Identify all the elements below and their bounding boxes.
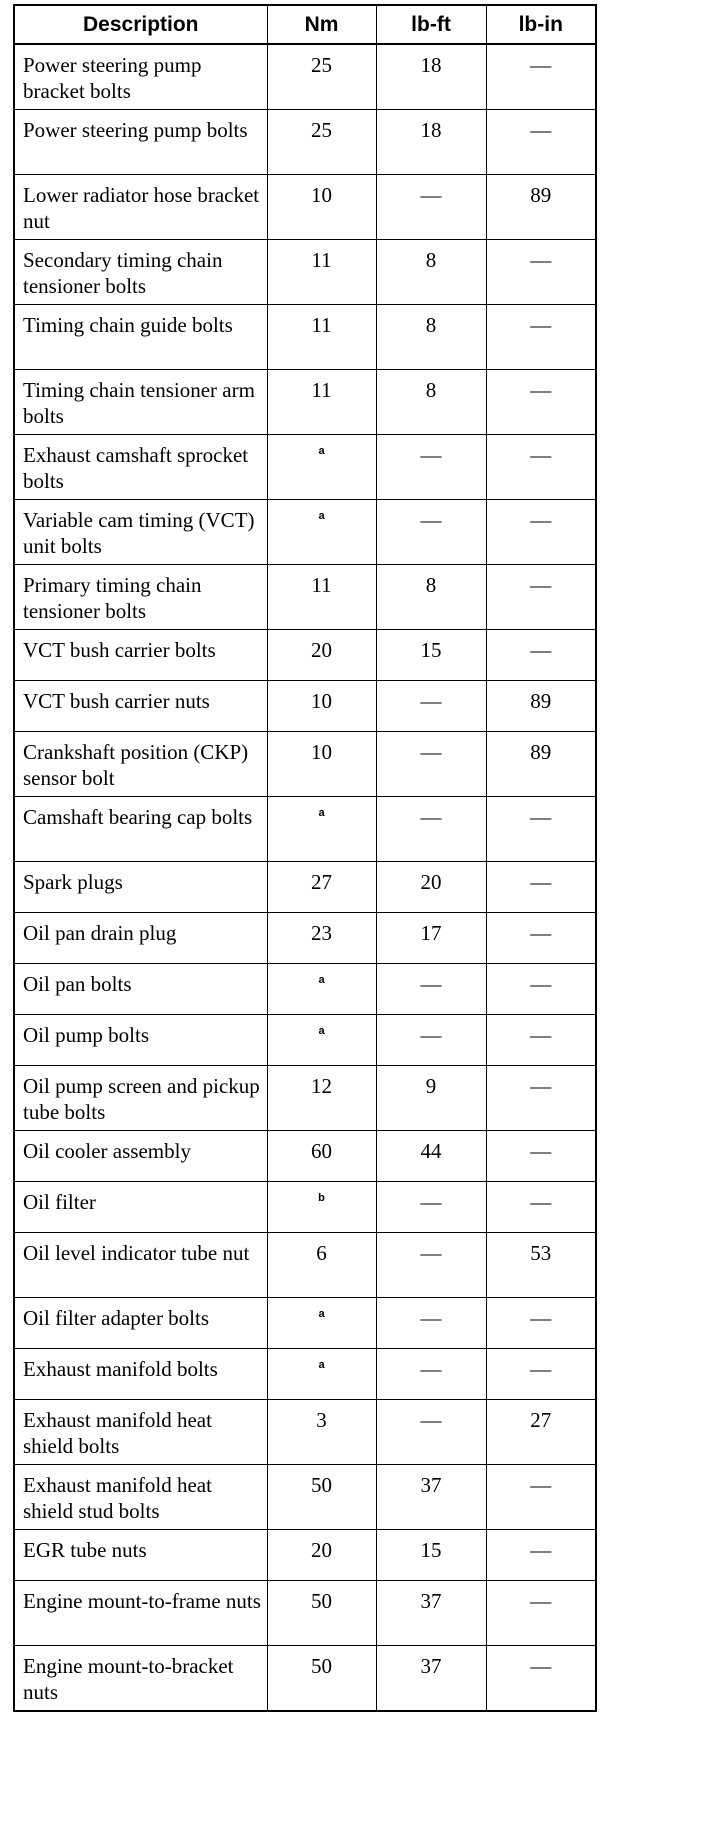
table-row [14, 1298, 596, 1349]
cell-nm: 10 [267, 175, 376, 240]
cell-lb-in: — [486, 862, 596, 913]
cell-nm: 12 [267, 1066, 376, 1131]
cell-nm [267, 797, 376, 862]
cell-description: Oil level indicator tube nut [14, 1233, 267, 1298]
cell-lb-ft: — [376, 1182, 486, 1233]
table-row [14, 1530, 596, 1581]
table-row [14, 240, 596, 305]
table-row [14, 370, 596, 435]
cell-nm: 50 [267, 1581, 376, 1646]
cell-description: Crankshaft position (CKP) sensor bolt [14, 732, 267, 797]
cell-description: Exhaust camshaft sprocket bolts [14, 435, 267, 500]
cell-lb-in: — [486, 1298, 596, 1349]
cell-lb-ft: 9 [376, 1066, 486, 1131]
cell-lb-in: — [486, 1015, 596, 1066]
cell-nm [267, 500, 376, 565]
table-row [14, 1015, 596, 1066]
table-row [14, 500, 596, 565]
cell-nm [267, 964, 376, 1015]
footnote-marker: a [318, 1025, 325, 1037]
cell-description: Engine mount-to-bracket nuts [14, 1646, 267, 1712]
cell-lb-ft: 18 [376, 110, 486, 175]
cell-lb-in: — [486, 913, 596, 964]
cell-description: Oil pump screen and pickup tube bolts [14, 1066, 267, 1131]
table-row [14, 681, 596, 732]
cell-lb-ft: — [376, 1349, 486, 1400]
cell-lb-ft: — [376, 797, 486, 862]
cell-lb-ft: 15 [376, 1530, 486, 1581]
cell-lb-in: 89 [486, 175, 596, 240]
cell-nm: 23 [267, 913, 376, 964]
cell-description: Oil pan bolts [14, 964, 267, 1015]
cell-lb-ft: — [376, 964, 486, 1015]
cell-lb-ft: 37 [376, 1646, 486, 1712]
cell-description: Lower radiator hose bracket nut [14, 175, 267, 240]
cell-lb-in: — [486, 305, 596, 370]
cell-lb-ft: — [376, 681, 486, 732]
cell-lb-ft: — [376, 500, 486, 565]
cell-lb-in: — [486, 964, 596, 1015]
cell-description: Oil pan drain plug [14, 913, 267, 964]
table-header-row [14, 5, 596, 44]
cell-lb-in: 89 [486, 732, 596, 797]
table-row [14, 1581, 596, 1646]
table-row [14, 1182, 596, 1233]
cell-nm [267, 1349, 376, 1400]
cell-lb-ft: 8 [376, 565, 486, 630]
cell-description: Engine mount-to-frame nuts [14, 1581, 267, 1646]
cell-description: Oil filter [14, 1182, 267, 1233]
cell-description: Exhaust manifold bolts [14, 1349, 267, 1400]
cell-lb-in: — [486, 435, 596, 500]
table-row [14, 913, 596, 964]
cell-lb-in: 27 [486, 1400, 596, 1465]
table-row [14, 964, 596, 1015]
cell-lb-ft: 44 [376, 1131, 486, 1182]
cell-lb-ft: 8 [376, 370, 486, 435]
header-nm: Nm [267, 5, 376, 44]
cell-lb-in: — [486, 797, 596, 862]
cell-lb-ft: — [376, 1233, 486, 1298]
cell-nm: 3 [267, 1400, 376, 1465]
table-row [14, 630, 596, 681]
table-row [14, 1131, 596, 1182]
cell-description: Variable cam timing (VCT) unit bolts [14, 500, 267, 565]
footnote-marker: a [318, 1359, 325, 1371]
cell-nm [267, 1015, 376, 1066]
cell-lb-in: — [486, 1530, 596, 1581]
cell-nm: 6 [267, 1233, 376, 1298]
table-body [14, 44, 596, 1711]
header-lb-ft: lb-ft [376, 5, 486, 44]
footnote-marker: a [318, 445, 325, 457]
cell-nm: 20 [267, 630, 376, 681]
cell-description: Oil filter adapter bolts [14, 1298, 267, 1349]
table-row [14, 1465, 596, 1530]
cell-lb-ft: — [376, 175, 486, 240]
cell-lb-ft: 8 [376, 240, 486, 305]
cell-lb-in: — [486, 1581, 596, 1646]
cell-lb-ft: 18 [376, 44, 486, 110]
cell-lb-in: — [486, 1066, 596, 1131]
cell-description: VCT bush carrier bolts [14, 630, 267, 681]
cell-lb-ft: 17 [376, 913, 486, 964]
cell-lb-in: — [486, 370, 596, 435]
cell-lb-ft: — [376, 1400, 486, 1465]
cell-lb-in: — [486, 44, 596, 110]
cell-nm: 11 [267, 370, 376, 435]
cell-lb-in: — [486, 1349, 596, 1400]
table-row [14, 1646, 596, 1712]
cell-description: Timing chain guide bolts [14, 305, 267, 370]
cell-nm: 25 [267, 110, 376, 175]
table-row [14, 565, 596, 630]
cell-nm: 60 [267, 1131, 376, 1182]
footnote-marker: a [318, 807, 325, 819]
cell-nm [267, 435, 376, 500]
table-row [14, 797, 596, 862]
table-row [14, 1349, 596, 1400]
cell-description: Power steering pump bracket bolts [14, 44, 267, 110]
cell-lb-in: — [486, 1465, 596, 1530]
cell-lb-ft: 15 [376, 630, 486, 681]
table-row [14, 1066, 596, 1131]
cell-nm: 20 [267, 1530, 376, 1581]
table-row [14, 305, 596, 370]
cell-lb-ft: — [376, 1298, 486, 1349]
cell-description: Exhaust manifold heat shield stud bolts [14, 1465, 267, 1530]
cell-nm: 10 [267, 732, 376, 797]
cell-lb-ft: 20 [376, 862, 486, 913]
table-row [14, 110, 596, 175]
cell-lb-in: — [486, 565, 596, 630]
cell-nm: 11 [267, 305, 376, 370]
cell-description: Exhaust manifold heat shield bolts [14, 1400, 267, 1465]
cell-nm [267, 1298, 376, 1349]
cell-lb-ft: — [376, 1015, 486, 1066]
table-row [14, 862, 596, 913]
footnote-marker: a [318, 974, 325, 986]
cell-description: VCT bush carrier nuts [14, 681, 267, 732]
header-lb-in: lb-in [486, 5, 596, 44]
cell-nm: 50 [267, 1465, 376, 1530]
cell-description: Spark plugs [14, 862, 267, 913]
table-row [14, 44, 596, 110]
footnote-marker: a [318, 510, 325, 522]
cell-lb-ft: 37 [376, 1465, 486, 1530]
cell-description: Power steering pump bolts [14, 110, 267, 175]
cell-lb-in: — [486, 1646, 596, 1712]
cell-nm: 10 [267, 681, 376, 732]
footnote-marker: b [318, 1192, 325, 1204]
cell-lb-in: 53 [486, 1233, 596, 1298]
cell-lb-ft: — [376, 435, 486, 500]
header-description: Description [14, 5, 267, 44]
cell-description: Oil cooler assembly [14, 1131, 267, 1182]
cell-nm [267, 1182, 376, 1233]
cell-lb-in: — [486, 1131, 596, 1182]
cell-lb-ft: — [376, 732, 486, 797]
cell-description: Camshaft bearing cap bolts [14, 797, 267, 862]
table-row [14, 175, 596, 240]
cell-lb-in: — [486, 1182, 596, 1233]
cell-lb-ft: 37 [376, 1581, 486, 1646]
cell-lb-in: — [486, 240, 596, 305]
table-row [14, 1233, 596, 1298]
cell-nm: 50 [267, 1646, 376, 1712]
table-row [14, 435, 596, 500]
table-row [14, 732, 596, 797]
cell-description: EGR tube nuts [14, 1530, 267, 1581]
cell-lb-ft: 8 [376, 305, 486, 370]
table-row [14, 1400, 596, 1465]
cell-lb-in: — [486, 630, 596, 681]
cell-description: Oil pump bolts [14, 1015, 267, 1066]
cell-lb-in: — [486, 500, 596, 565]
footnote-marker: a [318, 1308, 325, 1320]
cell-nm: 27 [267, 862, 376, 913]
cell-nm: 11 [267, 565, 376, 630]
cell-description: Timing chain tensioner arm bolts [14, 370, 267, 435]
torque-spec-table [13, 4, 597, 1712]
cell-lb-in: 89 [486, 681, 596, 732]
cell-description: Secondary timing chain tensioner bolts [14, 240, 267, 305]
cell-description: Primary timing chain tensioner bolts [14, 565, 267, 630]
cell-nm: 25 [267, 44, 376, 110]
cell-lb-in: — [486, 110, 596, 175]
cell-nm: 11 [267, 240, 376, 305]
